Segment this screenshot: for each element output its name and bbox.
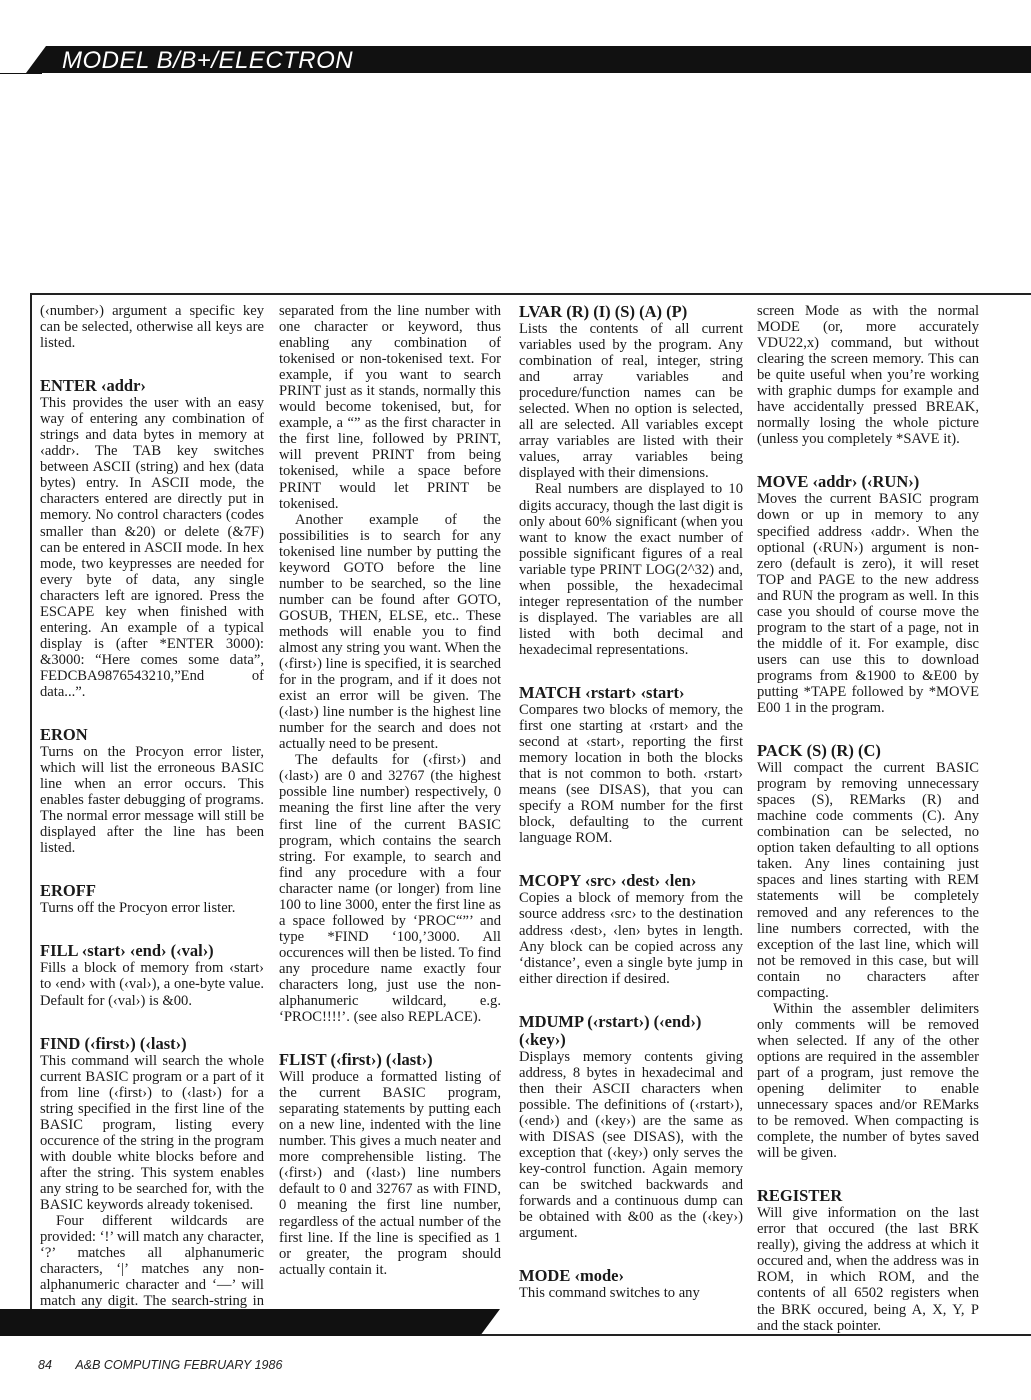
command-heading: REGISTER <box>757 1186 843 1206</box>
body-paragraph: separated from the line number with one character or keyword, thus enabling any combination of tokenised or non-tokenised text. For example, if you want to search PRINT just as it stands, normally this would become tokenised, but, for example, a “” as the first character in the first line, followed by PRINT, will prevent PRINT from being tokenised, while a space before PRINT would let PRINT be tokenised. <box>279 303 501 512</box>
body-paragraph: This command will search the whole current BASIC program or a part of it from line (‹first›) to (‹last›) for a string specified in the first line of the BASIC program, listing every occurence of the string in the program with double white blocks before and after the string. This system enables any string to be searched for, with the BASIC keywords already tokenised. <box>40 1052 264 1213</box>
body-paragraph: This command switches to any <box>519 1285 700 1302</box>
body-paragraph: Turns off the Procyon error lister. <box>40 900 236 917</box>
body-paragraph: Real numbers are displayed to 10 digits accuracy, though the last digit is only about 60% significant (when you want to know the exact number of possible significant figures of a real variable type PRINT LOG(2^32) and, when possible, the hexadecimal integer representation of the number is displayed. The variables are all listed with both decimal and hexadecimal representations. <box>519 481 743 658</box>
bottom-wedge-decoration <box>0 1309 500 1336</box>
command-heading: FILL ‹start› ‹end› (‹val›) <box>40 941 214 961</box>
body-paragraph: Fills a block of memory from ‹start› to ‹end› with (‹val›), a one-byte value. Default for (‹val›) is &00. <box>40 960 264 1009</box>
command-heading: MATCH ‹rstart› ‹start› <box>519 682 685 702</box>
text-column-2 <box>279 303 501 1278</box>
body-paragraph: Compares two blocks of memory, the first one starting at ‹rstart› and the second at ‹start›, reporting the first memory location in both the blocks that is not common to both. ‹rstart› means (see DISAS), that you can specify a ROM number for the first block, defaulting to the current language ROM. <box>519 701 743 847</box>
body-paragraph: Will compact the current BASIC program by removing unnecessary spaces (S), REMarks (R) and machine code comments (C). Any combination can be selected, no option taken defaulting to all options taken. Any lines containing just spaces and lines starting with REM statements will be completely removed and any references to the line numbers corrected, with the exception of the last line, which will not be removed in this case, but will contain no characters after compacting. <box>757 760 979 1001</box>
command-heading: MDUMP (‹rstart›) (‹end›) (‹key›) <box>519 1011 702 1049</box>
body-paragraph: The defaults for (‹first›) and (‹last›) are 0 and 32767 (the highest possible line number) respectively, 0 meaning the first line after the very first line of the current BASIC program, which contains the search string. For example, to search and find any procedure with a four character name (or longer) from line 100 to line 3000, enter the first line as a space followed by ‘PROC“”’ and type *FIND ‘100,’3000. All occurences will then be listed. To find any procedure name exactly four characters long, just use the non-alphanumeric wildcard, e.g. ‘PROC!!!!’. (see also REPLACE). <box>279 752 502 1026</box>
command-heading: FIND (‹first›) (‹last›) <box>40 1033 187 1053</box>
section-title: MODEL B/B+/ELECTRON <box>62 47 354 74</box>
body-paragraph: Another example of the possibilities is to search for any tokenised line number by putting the keyword GOTO before the line number to be searched, so the line number can be found after GOTO, GOSUB, THEN, ELSE, etc.. These methods will enable you to find almost any string you want. When the (‹first›) line is specified, it is searched for in the program, and if it does not exist an error will be given. The (‹last›) line number is the highest line number for the search and does not actually need to be present. <box>279 511 501 753</box>
command-heading: MOVE ‹addr› (‹RUN›) <box>757 472 920 492</box>
bottom-rule <box>480 1334 1031 1336</box>
body-paragraph: Moves the current BASIC program down or up in memory to any specified address ‹addr›. When the optional (‹RUN›) argument is non-zero (default is zero), it will reset TOP and PAGE to the new address and RUN the program as well. In this case you should of course move the program to the start of a page, not in the middle of it. For example, disc users can use this to download programs from &1900 to &E00 by putting *TAPE followed by *MOVE E00 1 in the program. <box>757 491 979 717</box>
body-paragraph: screen Mode as with the normal MODE (or, more accurately VDU22,x) command, but without clearing the screen memory. This can be quite useful when you’re working with graphic dumps for example and have accidentally pressed BREAK, normally losing the whole picture (unless you completely *SAVE it). <box>757 303 979 448</box>
command-heading: MODE ‹mode› <box>519 1266 624 1286</box>
page-number: 84 <box>38 1358 52 1372</box>
body-paragraph: (‹number›) argument a specific key can be selected, otherwise all keys are listed. <box>40 303 264 352</box>
body-paragraph: Copies a block of memory from the source address ‹src› to the destination address ‹dest›, ‹len› bytes in length. Any block can be copied across any ‘distance’, even a single byte jump in either direction if desired. <box>519 890 743 987</box>
body-paragraph: Four different wildcards are provided: ‘!’ will match any character, ‘?’ matches all alphanumeric characters, ‘|’ matches any non-alphanumeric character and ‘—’ will match any digit. The search-string in <box>40 1213 264 1310</box>
body-paragraph: Turns on the Procyon error lister, which will list the erroneous BASIC line when an error occurs. This enables faster debugging of programs. The normal error message will still be displayed after the line has been listed. <box>40 744 264 857</box>
command-heading: FLIST (‹first›) (‹last›) <box>279 1050 433 1070</box>
header-rule <box>0 73 42 74</box>
command-heading: LVAR (R) (I) (S) (A) (P) <box>519 302 688 321</box>
command-heading: ENTER ‹addr› <box>40 376 146 396</box>
body-paragraph: Within the assembler delimiters only comments will be removed when selected. If any of the other options are required in the assembler part of a program, just remove the opening delimiter to enable unnecessary spaces and/or REMarks to be removed. When compacting is complete, the number of bytes saved will be given. <box>757 1000 979 1162</box>
body-paragraph: This provides the user with an easy way of entering any combination of strings and data bytes in memory at ‹addr›. The TAB key switches between ASCII (string) and hex (data bytes) entry. In ASCII mode, the characters entered are directly put in memory. No control characters (codes smaller than &20) or delete (&7F) can be entered in ASCII mode. In hex mode, two keypresses are needed for every byte of data, any single characters left are ignored. Press the ESCAPE key when finished with entering. An example of a typical display is (after *ENTER 3000): &3000: “Here comes some data”, FEDCBA9876543210,”End of data...”. <box>40 395 264 700</box>
top-rule <box>30 293 1031 295</box>
command-heading: EROFF <box>40 881 96 901</box>
publication-line: A&B COMPUTING FEBRUARY 1986 <box>75 1358 283 1372</box>
body-paragraph: Displays memory contents giving address, 8 bytes in hexadecimal and then their ASCII characters when possible. The definitions of (‹rstart›), (‹end›) and (‹key›) are the same as with DISAS (see DISAS), with the exception that (‹key›) only serves the key-control function. Again memory can be switched backwards and forwards and a continuous dump can be obtained with &00 as the (‹key›) argument. <box>519 1048 743 1242</box>
body-paragraph: Will give information on the last error that occured (the last BRK really), giving the address at which it occured and, when the address was in ROM, in which ROM, and the contents of all 6502 registers when the BRK occured, being A, X, Y, P and the stack pointer. <box>757 1205 979 1334</box>
command-heading: MCOPY ‹src› ‹dest› ‹len› <box>519 871 697 891</box>
text-column-1 <box>40 303 264 1325</box>
command-heading: PACK (S) (R) (C) <box>757 741 881 761</box>
body-paragraph: Will produce a formatted listing of the current BASIC program, separating statements by putting each on a new line, indented with the line number. This gives a much neater and more comprehensible listing. The (‹first›) and (‹last›) line numbers default to 0 and 32767 as with FIND, 0 meaning the first line number, regardless of the actual number of the first line. If the line is specified as 1 or greater, the program should actually contain it. <box>279 1069 501 1278</box>
body-paragraph: Lists the contents of all current variables used by the program. Any combination of real, integer, string and array variables and procedure/function names can be selected. When no option is selected, all are selected. All variables except array variables are listed with their values, array variables being displayed with their dimensions. <box>519 321 743 482</box>
text-column-3 <box>519 303 743 1301</box>
page-footer <box>38 1358 282 1372</box>
left-rule <box>30 293 32 1311</box>
command-heading: ERON <box>40 725 88 745</box>
text-column-4 <box>757 303 979 1334</box>
